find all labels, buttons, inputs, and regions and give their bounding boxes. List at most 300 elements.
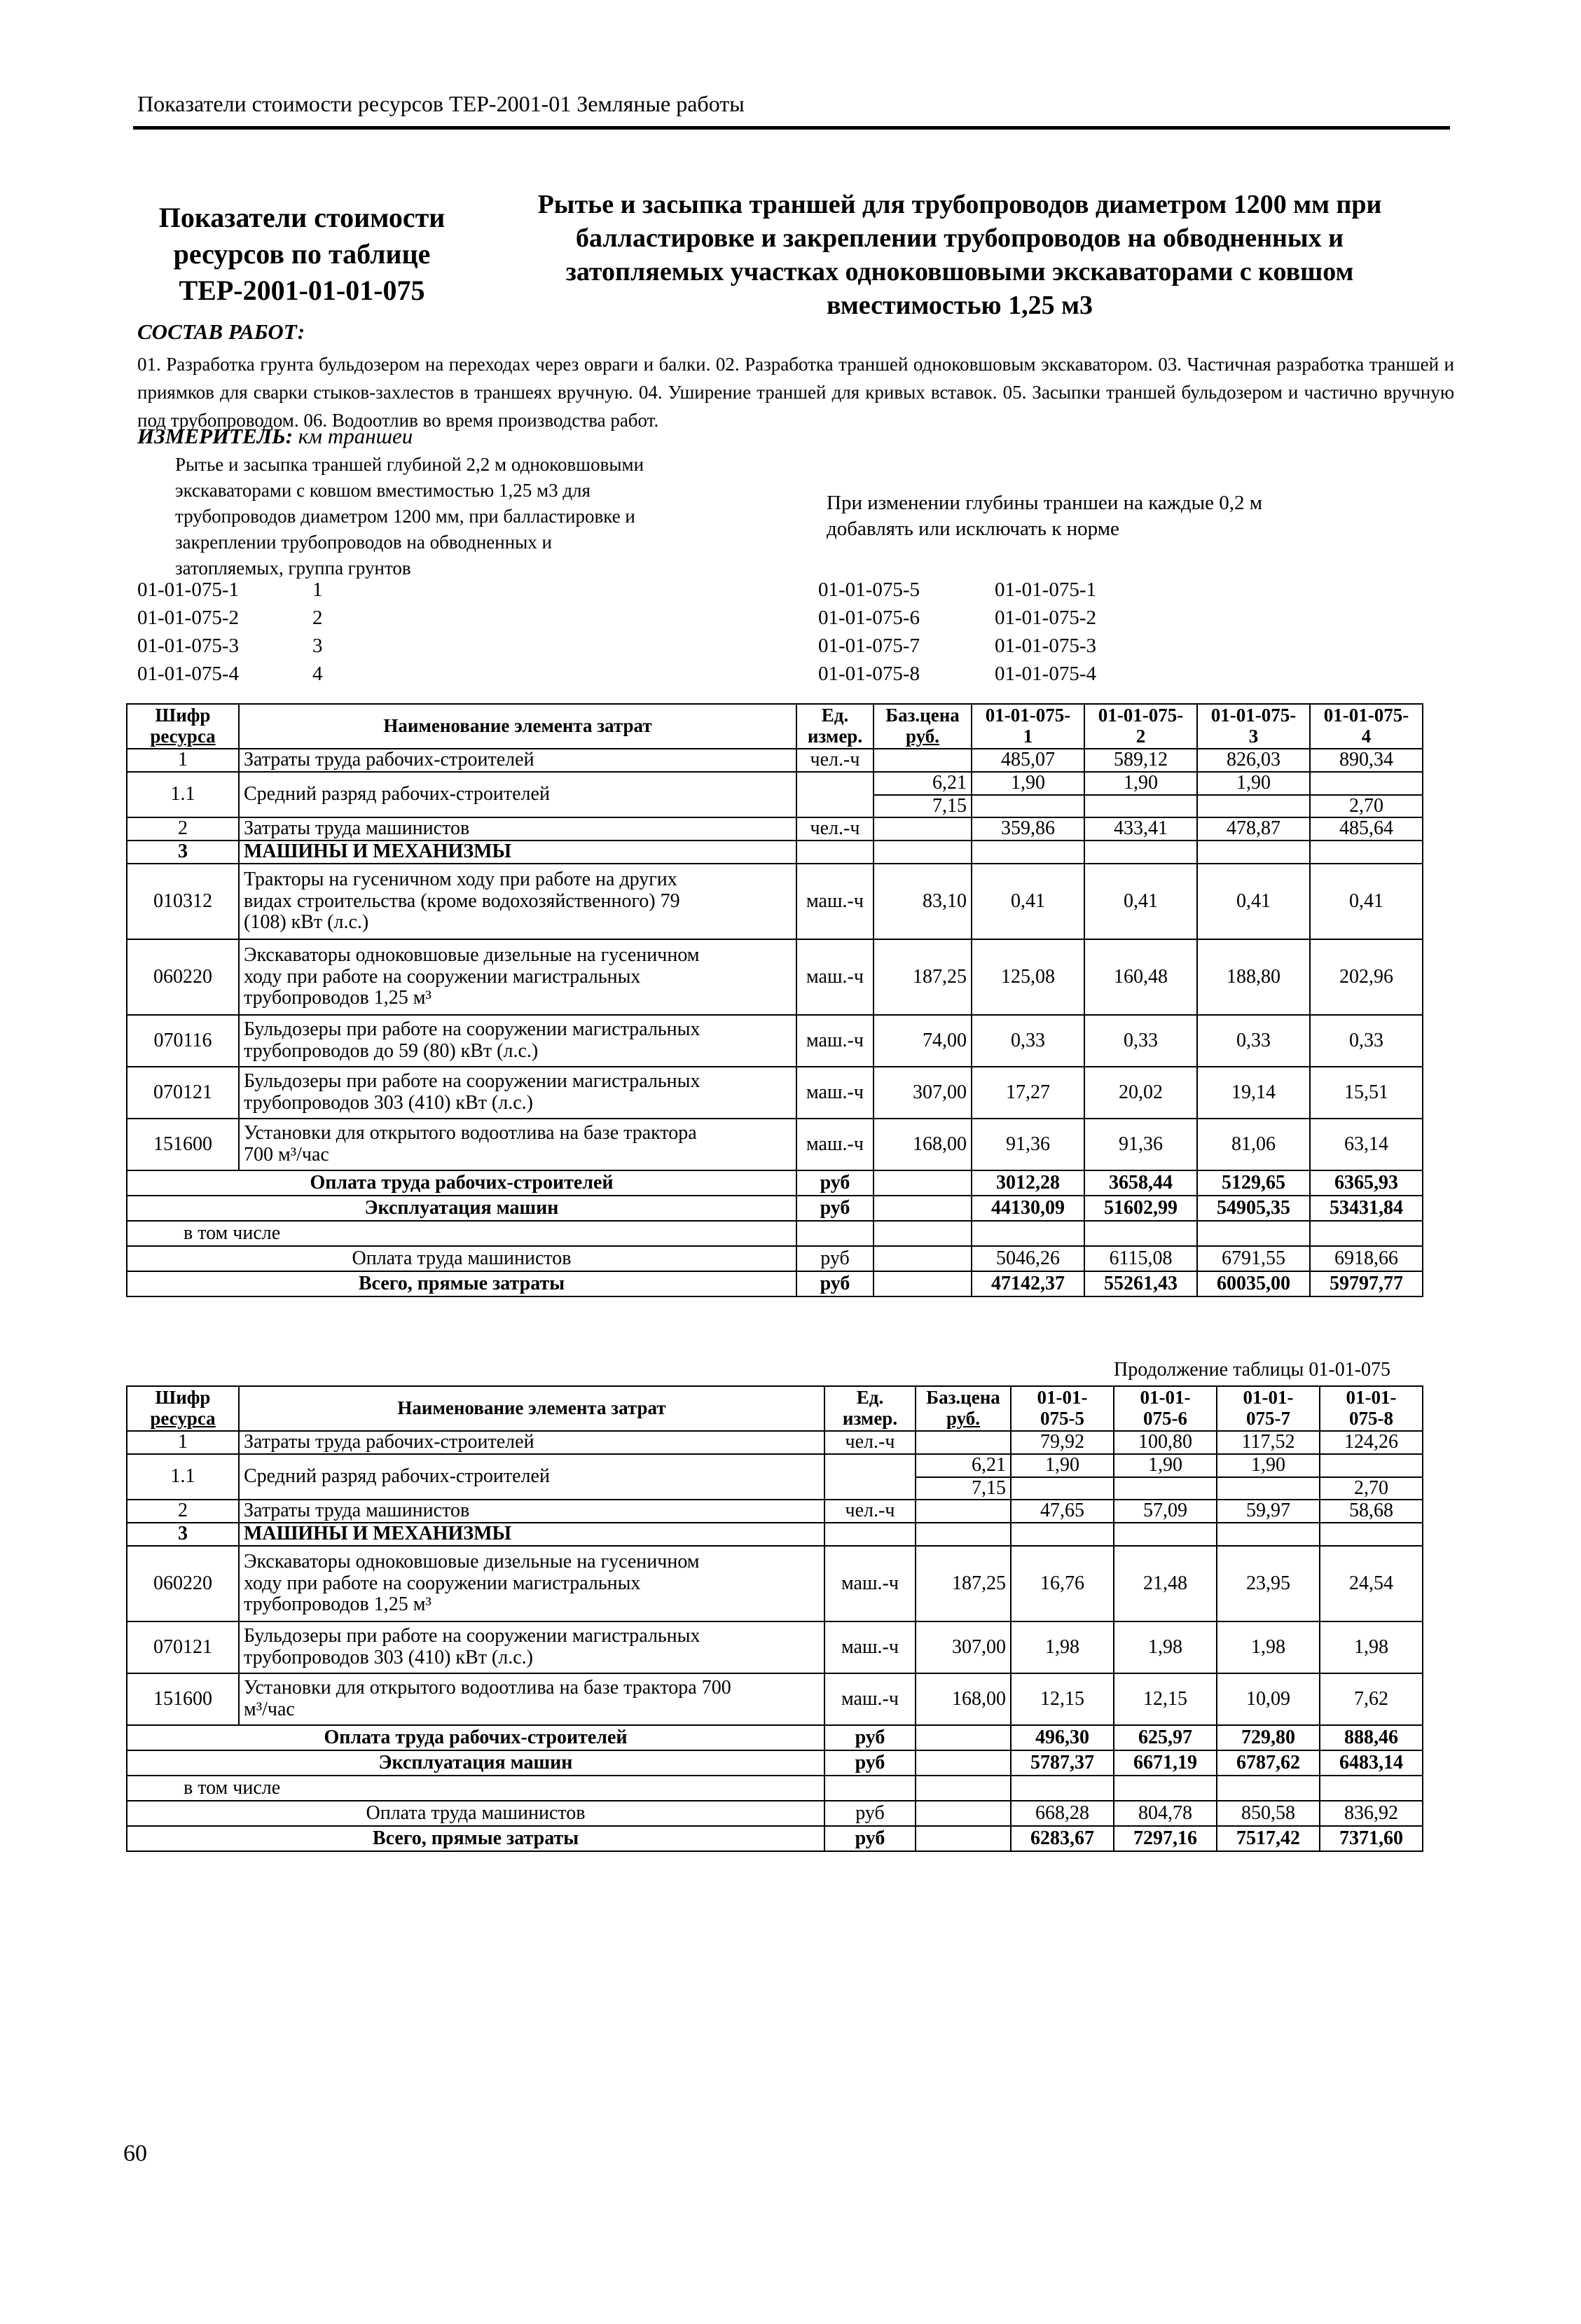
cell-name: Бульдозеры при работе на сооружении магистральных трубопроводов 303 (410) кВт (л.с.) [239, 1621, 824, 1673]
group-item: 1 [312, 579, 323, 601]
summary-row [127, 1750, 1423, 1776]
cell-code: 3 [127, 1523, 239, 1546]
cell-unit: маш.-ч [796, 1067, 874, 1119]
cell-value: 485,07 [972, 749, 1084, 772]
cell-code: 2 [127, 1500, 239, 1523]
cell-unit: маш.-ч [824, 1621, 916, 1673]
code-item: 01-01-075-6 [818, 607, 920, 629]
cell-value: 2,70 [1320, 1477, 1423, 1500]
cell-price [874, 817, 972, 841]
code-item: 01-01-075-3 [137, 635, 239, 657]
header-name: Наименование элемента затрат [239, 704, 796, 749]
cell-value [1217, 1477, 1320, 1500]
cell-unit [824, 1454, 916, 1500]
cell-value: 60035,00 [1197, 1271, 1310, 1296]
group-item: 2 [312, 607, 323, 629]
cell-value [1320, 1523, 1423, 1546]
cell-value: 160,48 [1084, 939, 1197, 1015]
header-col: 01-01-075- 2 [1084, 704, 1197, 749]
cell-unit: руб [824, 1750, 916, 1776]
cell-value: 0,41 [1084, 864, 1197, 939]
cell-code: 070121 [127, 1621, 239, 1673]
cell-code: 010312 [127, 864, 239, 939]
summary-row [127, 1170, 1423, 1196]
cell-value: 20,02 [1084, 1067, 1197, 1119]
right-title-line: вместимостью 1,25 м3 [827, 291, 1093, 320]
header-shifr: Шифр ресурса [127, 1386, 239, 1431]
cell-value: 17,27 [972, 1067, 1084, 1119]
code-item: 01-01-075-1 [137, 579, 239, 601]
summary-row [127, 1221, 1423, 1246]
cell-value [972, 795, 1084, 818]
header-unit: Ед. измер. [796, 704, 874, 749]
resource-table-1 [126, 703, 1423, 1297]
cell-unit: руб [824, 1826, 916, 1851]
cell-price [874, 1196, 972, 1221]
cell-unit: чел.-ч [824, 1500, 916, 1523]
cell-price [874, 1221, 972, 1246]
cell-value: 125,08 [972, 939, 1084, 1015]
cell-code: 060220 [127, 939, 239, 1015]
cell-value: 117,52 [1217, 1431, 1320, 1454]
cell-value: 589,12 [1084, 749, 1197, 772]
cell-value [1197, 841, 1310, 864]
cell-value: 836,92 [1320, 1801, 1423, 1826]
cell-price: 7,15 [874, 795, 972, 818]
cell-value: 1,90 [1217, 1454, 1320, 1477]
cell-unit: маш.-ч [824, 1546, 916, 1621]
cell-value: 2,70 [1310, 795, 1423, 818]
cell-code: 1.1 [127, 1454, 239, 1500]
description-line: При изменении глубины траншеи на каждые 0,2 м [827, 492, 1263, 514]
cell-name: Затраты труда рабочих-строителей [239, 749, 796, 772]
description-line: экскаваторами с ковшом вместимостью 1,25 м3 для [175, 480, 591, 501]
description-line: затопляемых, группа грунтов [175, 558, 411, 579]
table-row [127, 1431, 1423, 1454]
summary-row [127, 1801, 1423, 1826]
cell-value: 63,14 [1310, 1119, 1423, 1170]
cell-value: 0,41 [1310, 864, 1423, 939]
cell-name: Тракторы на гусеничном ходу при работе на других видах строительства (кроме водохозяйственного) 79 (108) кВт (л.с.) [239, 864, 796, 939]
summary-row [127, 1246, 1423, 1271]
cell-price: 83,10 [874, 864, 972, 939]
cell-value: 3658,44 [1084, 1170, 1197, 1196]
right-title-line: Рытье и засыпка траншей для трубопроводов диаметром 1200 мм при [537, 190, 1382, 219]
cell-name: МАШИНЫ И МЕХАНИЗМЫ [239, 841, 796, 864]
cell-price [874, 749, 972, 772]
table-row [127, 1015, 1423, 1067]
header-col: 01-01- 075-8 [1320, 1386, 1423, 1431]
code-item: 01-01-075-2 [995, 607, 1096, 629]
cell-name: Установки для открытого водоотлива на базе трактора 700 м³/час [239, 1673, 824, 1725]
cell-code: 151600 [127, 1119, 239, 1170]
cell-value: 44130,09 [972, 1196, 1084, 1221]
codes-left [137, 576, 239, 688]
groups-left [312, 576, 323, 688]
cell-value: 7371,60 [1320, 1826, 1423, 1851]
cell-value: 6283,67 [1011, 1826, 1114, 1851]
cell-code: 060220 [127, 1546, 239, 1621]
cell-value: 15,51 [1310, 1067, 1423, 1119]
cell-name: Эксплуатация машин [127, 1750, 824, 1776]
cell-value: 826,03 [1197, 749, 1310, 772]
cell-unit [824, 1776, 916, 1801]
code-item: 01-01-075-4 [137, 663, 239, 685]
cell-price: 307,00 [916, 1621, 1011, 1673]
table-row [127, 841, 1423, 864]
cell-value [1084, 795, 1197, 818]
cell-name: в том числе [127, 1776, 824, 1801]
cell-price [916, 1523, 1011, 1546]
code-item: 01-01-075-8 [818, 663, 920, 685]
summary-row [127, 1826, 1423, 1851]
cell-name: Затраты труда машинистов [239, 1500, 824, 1523]
cell-value: 1,90 [1011, 1454, 1114, 1477]
cell-value: 1,90 [1114, 1454, 1217, 1477]
cell-value: 1,98 [1114, 1621, 1217, 1673]
cell-value [1310, 841, 1423, 864]
code-item: 01-01-075-7 [818, 635, 920, 657]
cell-unit [796, 772, 874, 818]
cell-value: 7517,42 [1217, 1826, 1320, 1851]
header-col: 01-01- 075-6 [1114, 1386, 1217, 1431]
cell-name: Экскаваторы одноковшовые дизельные на гусеничном ходу при работе на сооружении магистральных трубопроводов 1,25 м³ [239, 939, 796, 1015]
description-line: добавлять или исключать к норме [827, 518, 1119, 540]
table-row [127, 1546, 1423, 1621]
cell-value [972, 841, 1084, 864]
table-row [127, 939, 1423, 1015]
cell-name: Бульдозеры при работе на сооружении магистральных трубопроводов до 59 (80) кВт (л.с.) [239, 1015, 796, 1067]
cell-value: 496,30 [1011, 1725, 1114, 1750]
summary-row [127, 1271, 1423, 1296]
table-row [127, 749, 1423, 772]
cell-value: 890,34 [1310, 749, 1423, 772]
cell-name: Оплата труда машинистов [127, 1246, 796, 1271]
cell-unit: маш.-ч [824, 1673, 916, 1725]
cell-price [916, 1826, 1011, 1851]
cell-value: 21,48 [1114, 1546, 1217, 1621]
cell-value [1197, 1221, 1310, 1246]
cell-value: 6115,08 [1084, 1246, 1197, 1271]
left-title-line: ресурсов по таблице [173, 238, 431, 270]
cell-value [1320, 1454, 1423, 1477]
cell-value: 188,80 [1197, 939, 1310, 1015]
cell-name: Экскаваторы одноковшовые дизельные на гусеничном ходу при работе на сооружении магистральных трубопроводов 1,25 м³ [239, 1546, 824, 1621]
table-row [127, 1454, 1423, 1477]
group-item: 3 [312, 635, 323, 657]
cell-value: 7,62 [1320, 1673, 1423, 1725]
cell-value: 0,33 [1197, 1015, 1310, 1067]
code-item: 01-01-075-5 [818, 579, 920, 601]
cell-value: 433,41 [1084, 817, 1197, 841]
cell-value [1310, 772, 1423, 795]
cell-price: 168,00 [874, 1119, 972, 1170]
cell-price [874, 841, 972, 864]
cell-name: МАШИНЫ И МЕХАНИЗМЫ [239, 1523, 824, 1546]
cell-value [1114, 1477, 1217, 1500]
cell-unit [796, 1221, 874, 1246]
cell-name: Эксплуатация машин [127, 1196, 796, 1221]
cell-value [1011, 1776, 1114, 1801]
cell-value: 16,76 [1011, 1546, 1114, 1621]
cell-value: 3012,28 [972, 1170, 1084, 1196]
summary-row [127, 1776, 1423, 1801]
cell-value: 0,41 [972, 864, 1084, 939]
table-row [127, 1500, 1423, 1523]
header-price: Баз.цена руб. [874, 704, 972, 749]
group-item: 4 [312, 663, 323, 685]
table-header-row [127, 1386, 1423, 1431]
table-row [127, 1673, 1423, 1725]
sostav-text: 01. Разработка грунта бульдозером на переходах через овраги и балки. 02. Разработка траншей одноковшовым экскаватором. 03. Частичная разработка траншей и приямков для сварки стыков-захлестов в траншеях вручную. 04. Уширение траншей для кривых вставок. 05. Засыпки траншей бульдозером и частично вручную под трубопроводом. 06. Водоотлив во время производства работ. [137, 354, 1454, 431]
cell-name: в том числе [127, 1221, 796, 1246]
header-shifr: Шифр ресурса [127, 704, 239, 749]
cell-value: 5787,37 [1011, 1750, 1114, 1776]
cell-price [916, 1500, 1011, 1523]
cell-unit: руб [796, 1271, 874, 1296]
cell-value: 1,90 [972, 772, 1084, 795]
cell-value: 19,14 [1197, 1067, 1310, 1119]
cell-value: 47,65 [1011, 1500, 1114, 1523]
cell-value: 1,98 [1320, 1621, 1423, 1673]
code-item: 01-01-075-1 [995, 579, 1096, 601]
cell-value: 0,33 [972, 1015, 1084, 1067]
cell-value: 54905,35 [1197, 1196, 1310, 1221]
cell-code: 070121 [127, 1067, 239, 1119]
cell-value: 23,95 [1217, 1546, 1320, 1621]
table-row [127, 1621, 1423, 1673]
cell-value [1011, 1477, 1114, 1500]
cell-value: 1,90 [1197, 772, 1310, 795]
cell-value: 668,28 [1011, 1801, 1114, 1826]
cell-value: 202,96 [1310, 939, 1423, 1015]
cell-code: 070116 [127, 1015, 239, 1067]
cell-value [1011, 1523, 1114, 1546]
cell-value: 729,80 [1217, 1725, 1320, 1750]
cell-value: 91,36 [972, 1119, 1084, 1170]
cell-value: 485,64 [1310, 817, 1423, 841]
code-item: 01-01-075-2 [137, 607, 239, 629]
table-row [127, 1119, 1423, 1170]
cell-unit: маш.-ч [796, 1119, 874, 1170]
cell-unit: руб [796, 1246, 874, 1271]
cell-value [1197, 795, 1310, 818]
cell-code: 1 [127, 1431, 239, 1454]
summary-row [127, 1196, 1423, 1221]
left-title-line: Показатели стоимости [158, 202, 446, 233]
cell-price [916, 1725, 1011, 1750]
cell-name: Всего, прямые затраты [127, 1826, 824, 1851]
cell-unit: чел.-ч [824, 1431, 916, 1454]
code-item: 01-01-075-4 [995, 663, 1096, 685]
cell-price: 6,21 [874, 772, 972, 795]
cell-code: 3 [127, 841, 239, 864]
cell-unit: маш.-ч [796, 864, 874, 939]
cell-name: Оплата труда рабочих-строителей [127, 1725, 824, 1750]
description-line: трубопроводов диаметром 1200 мм, при балластировке и [175, 506, 635, 527]
cell-value: 24,54 [1320, 1546, 1423, 1621]
header-col: 01-01- 075-7 [1217, 1386, 1320, 1431]
cell-value: 850,58 [1217, 1801, 1320, 1826]
cell-price [874, 1271, 972, 1296]
summary-row [127, 1725, 1423, 1750]
right-title [504, 188, 1415, 322]
cell-unit [824, 1523, 916, 1546]
cell-price: 187,25 [874, 939, 972, 1015]
table-header-row [127, 704, 1423, 749]
cell-value: 0,41 [1197, 864, 1310, 939]
continuation-label: Продолжение таблицы 01-01-075 [1114, 1359, 1391, 1381]
cell-value: 12,15 [1114, 1673, 1217, 1725]
cell-value [1114, 1776, 1217, 1801]
description-line: закреплении трубопроводов на обводненных и [175, 532, 552, 553]
cell-unit: руб [796, 1170, 874, 1196]
cell-price [916, 1431, 1011, 1454]
cell-value: 53431,84 [1310, 1196, 1423, 1221]
cell-unit: руб [796, 1196, 874, 1221]
cell-value: 59797,77 [1310, 1271, 1423, 1296]
cell-value [1217, 1523, 1320, 1546]
table-row [127, 864, 1423, 939]
table-row [127, 1067, 1423, 1119]
cell-code: 1.1 [127, 772, 239, 818]
cell-value: 79,92 [1011, 1431, 1114, 1454]
cell-unit: чел.-ч [796, 749, 874, 772]
cell-name: Средний разряд рабочих-строителей [239, 772, 796, 818]
cell-value: 625,97 [1114, 1725, 1217, 1750]
cell-value [1084, 1221, 1197, 1246]
resource-table-2 [126, 1385, 1423, 1852]
cell-price [916, 1776, 1011, 1801]
cell-value: 5046,26 [972, 1246, 1084, 1271]
cell-unit: маш.-ч [796, 939, 874, 1015]
code-item: 01-01-075-3 [995, 635, 1096, 657]
cell-code: 151600 [127, 1673, 239, 1725]
cell-value: 5129,65 [1197, 1170, 1310, 1196]
cell-value: 1,98 [1217, 1621, 1320, 1673]
cell-code: 2 [127, 817, 239, 841]
header-col: 01-01-075- 1 [972, 704, 1084, 749]
cell-value: 58,68 [1320, 1500, 1423, 1523]
left-title [137, 200, 467, 309]
izmeritel-label: ИЗМЕРИТЕЛЬ: [137, 424, 294, 448]
header-name: Наименование элемента затрат [239, 1386, 824, 1431]
cell-value: 124,26 [1320, 1431, 1423, 1454]
cell-code: 1 [127, 749, 239, 772]
cell-value: 888,46 [1320, 1725, 1423, 1750]
cell-value: 478,87 [1197, 817, 1310, 841]
cell-unit [796, 841, 874, 864]
cell-value: 0,33 [1084, 1015, 1197, 1067]
codes-mid [818, 576, 920, 688]
cell-value: 6365,93 [1310, 1170, 1423, 1196]
cell-price: 6,21 [916, 1454, 1011, 1477]
cell-value [1114, 1523, 1217, 1546]
cell-value: 12,15 [1011, 1673, 1114, 1725]
description-left [175, 452, 806, 581]
cell-value [1310, 1221, 1423, 1246]
cell-value: 1,90 [1084, 772, 1197, 795]
cell-name: Средний разряд рабочих-строителей [239, 1454, 824, 1500]
header-col: 01-01-075- 3 [1197, 704, 1310, 749]
cell-unit: маш.-ч [796, 1015, 874, 1067]
cell-price: 168,00 [916, 1673, 1011, 1725]
cell-price: 307,00 [874, 1067, 972, 1119]
cell-value: 6918,66 [1310, 1246, 1423, 1271]
cell-price [874, 1170, 972, 1196]
cell-name: Затраты труда рабочих-строителей [239, 1431, 824, 1454]
table-row [127, 817, 1423, 841]
left-title-line: ТЕР-2001-01-01-075 [179, 275, 425, 306]
cell-name: Затраты труда машинистов [239, 817, 796, 841]
header-col: 01-01- 075-5 [1011, 1386, 1114, 1431]
table-row [127, 1523, 1423, 1546]
izmeritel [137, 424, 413, 449]
cell-value: 1,98 [1011, 1621, 1114, 1673]
table-row [127, 772, 1423, 795]
cell-value: 57,09 [1114, 1500, 1217, 1523]
cell-name: Бульдозеры при работе на сооружении магистральных трубопроводов 303 (410) кВт (л.с.) [239, 1067, 796, 1119]
codes-right [995, 576, 1096, 688]
cell-name: Оплата труда рабочих-строителей [127, 1170, 796, 1196]
cell-price [874, 1246, 972, 1271]
page-number: 60 [123, 2140, 147, 2166]
cell-value [1217, 1776, 1320, 1801]
header-col: 01-01-075- 4 [1310, 704, 1423, 749]
right-title-line: затопляемых участках одноковшовыми экскаваторами с ковшом [565, 257, 1354, 286]
cell-value: 100,80 [1114, 1431, 1217, 1454]
cell-value: 55261,43 [1084, 1271, 1197, 1296]
cell-name: Оплата труда машинистов [127, 1801, 824, 1826]
cell-value: 6671,19 [1114, 1750, 1217, 1776]
cell-value: 0,33 [1310, 1015, 1423, 1067]
cell-value [1320, 1776, 1423, 1801]
description-line: Рытье и засыпка траншей глубиной 2,2 м одноковшовыми [175, 454, 644, 475]
cell-value: 91,36 [1084, 1119, 1197, 1170]
cell-unit: руб [824, 1725, 916, 1750]
cell-value [1084, 841, 1197, 864]
cell-price: 7,15 [916, 1477, 1011, 1500]
cell-value: 81,06 [1197, 1119, 1310, 1170]
cell-value: 7297,16 [1114, 1826, 1217, 1851]
cell-price: 74,00 [874, 1015, 972, 1067]
sostav-label: СОСТАВ РАБОТ: [137, 319, 305, 344]
cell-price: 187,25 [916, 1546, 1011, 1621]
cell-name: Установки для открытого водоотлива на базе трактора 700 м³/час [239, 1119, 796, 1170]
cell-price [916, 1801, 1011, 1826]
right-title-line: балластировке и закреплении трубопроводов на обводненных и [576, 223, 1344, 253]
header-price: Баз.цена руб. [916, 1386, 1011, 1431]
description-right [827, 490, 1443, 542]
cell-value [972, 1221, 1084, 1246]
cell-value: 51602,99 [1084, 1196, 1197, 1221]
cell-unit: чел.-ч [796, 817, 874, 841]
cell-value: 6791,55 [1197, 1246, 1310, 1271]
cell-value: 59,97 [1217, 1500, 1320, 1523]
cell-value: 6483,14 [1320, 1750, 1423, 1776]
running-head: Показатели стоимости ресурсов ТЕР-2001-01 Земляные работы [137, 91, 745, 116]
cell-value: 804,78 [1114, 1801, 1217, 1826]
header-rule [133, 126, 1450, 130]
cell-price [916, 1750, 1011, 1776]
cell-value: 6787,62 [1217, 1750, 1320, 1776]
cell-unit: руб [824, 1801, 916, 1826]
cell-value: 47142,37 [972, 1271, 1084, 1296]
cell-value: 359,86 [972, 817, 1084, 841]
izmeritel-value: км траншеи [298, 424, 413, 448]
cell-value: 10,09 [1217, 1673, 1320, 1725]
header-unit: Ед. измер. [824, 1386, 916, 1431]
